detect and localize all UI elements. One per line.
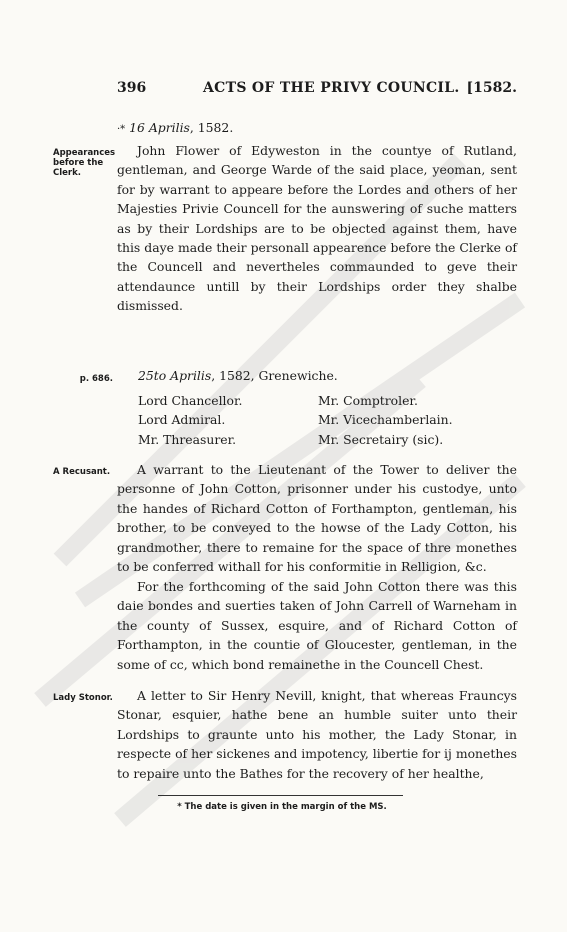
entry-date-heading — [117, 118, 517, 139]
margin-note-appearances: Appearances before the Clerk. — [53, 148, 116, 178]
running-year: [1582. — [466, 80, 517, 96]
entry-paragraph: A letter to Sir Henry Nevill, knight, that whereas Frauncys Stonar, esquier, hathe bene an humble suiter unto their Lordships to graunte unto his mother, the Lady Stonar, in respecte of her sickenes and impotency, libertie for ij monethes to repaire unto the Bathes for the recovery of her healthe, — [117, 688, 517, 781]
running-header — [117, 80, 517, 100]
meeting-heading — [138, 366, 518, 385]
attendee: Lord Admiral. — [138, 412, 226, 428]
attendance-left-column — [138, 391, 242, 449]
meeting-place: , 1582, Grenewiche. — [211, 368, 338, 383]
attendee: Lord Chancellor. — [138, 393, 243, 408]
margin-note-recusant: A Recusant. — [53, 467, 111, 477]
entry-paragraph: John Flower of Edyweston in the countye of Rutland, gentleman, and George Warde of the said place, yeoman, sent for by warrant to appeare before the Lordes and others of her Majesties Privie Councell for the aunswering of suche matters as by their Lordships are to be objected against them, have this daye made their personall appearence before the Clerke of the Councell and nevertheles commaunded to geve their attendaunce untill by their Lordships order they shalbe dismissed. — [117, 143, 517, 314]
footnote: * The date is given in the margin of the MS. — [177, 802, 387, 812]
entry-paragraph: For the forthcoming of the said John Cotton there was this daie bondes and suerties taken of John Carrell of Warneham in the county of Sussex, esquire, and of Richard Cotton of Forthampton, in the countie of Gloucester, gentleman, in the some of cc, which bond remainethe in the Councell Chest. — [117, 579, 517, 672]
entry-year: , 1582. — [189, 120, 234, 135]
page-number: 396 — [117, 80, 147, 96]
entry-date: 16 Aprilis — [129, 120, 190, 135]
attendee: Mr. Comptroler. — [318, 393, 418, 408]
attendance-right-column — [318, 391, 453, 449]
meeting-date: 25to Aprilis — [138, 368, 212, 383]
footnote-rule — [158, 795, 403, 796]
footnote-marker: ·* — [117, 124, 126, 135]
page-reference: p. 686. — [79, 374, 113, 384]
entry-paragraph: A warrant to the Lieutenant of the Tower to deliver the personne of John Cotton, prisonner under his custodye, unto the handes of Richard Cotton of Forthampton, gentleman, his brother, to be conveyed to the howse of the Lady Cotton, his grandmother, there to remaine for the space of thre monethes to be conferred withall for his conformitie in Relligion, &c. — [117, 462, 517, 575]
attendee: Mr. Vicechamberlain. — [318, 412, 453, 428]
running-title: ACTS OF THE PRIVY COUNCIL. — [203, 80, 460, 96]
attendee: Mr. Secretairy (sic). — [318, 431, 444, 447]
margin-note-lady-stonor: Lady Stonor. — [53, 693, 113, 703]
attendee: Mr. Threasurer. — [138, 431, 237, 447]
